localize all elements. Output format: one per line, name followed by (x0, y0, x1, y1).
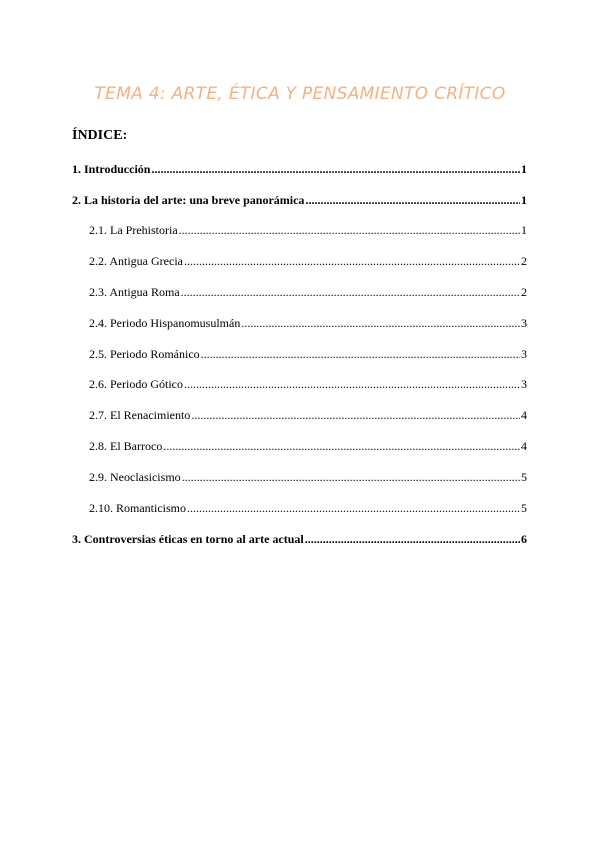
toc-dot-leader (201, 346, 520, 362)
toc-entry[interactable] (89, 222, 527, 238)
toc-entry-label: 2.9. Neoclasicismo (89, 470, 181, 484)
toc-entry-label: 3. Controversias éticas en torno al arte actual (72, 532, 304, 546)
toc-dot-leader (163, 438, 520, 454)
toc-entry-label: 2.10. Romanticismo (89, 501, 186, 515)
toc-entry[interactable] (89, 376, 527, 392)
toc-page-number: 5 (521, 470, 527, 484)
toc-page-number: 3 (521, 347, 527, 361)
toc-entry-label: 2.5. Periodo Románico (89, 347, 200, 361)
toc-entry[interactable] (89, 253, 527, 269)
toc-dot-leader (151, 161, 520, 177)
toc-page-number: 2 (521, 254, 527, 268)
toc-entry[interactable] (72, 531, 527, 547)
toc-entry[interactable] (89, 346, 527, 362)
toc-entry[interactable] (72, 192, 527, 208)
toc-entry-label: 2.7. El Renacimiento (89, 408, 191, 422)
toc-entry[interactable] (89, 284, 527, 300)
toc-entry-label: 2.3. Antigua Roma (89, 285, 180, 299)
toc-entry[interactable] (89, 407, 527, 423)
toc-page-number: 4 (521, 408, 527, 422)
toc-page-number: 3 (521, 377, 527, 391)
toc-dot-leader (184, 253, 520, 269)
toc-dot-leader (191, 407, 520, 423)
toc-entry-label: 2.4. Periodo Hispanomusulmán (89, 316, 241, 330)
toc-entry[interactable] (89, 500, 527, 516)
toc-page-number: 5 (521, 501, 527, 515)
toc-dot-leader (184, 376, 520, 392)
document-title: TEMA 4: ARTE, ÉTICA Y PENSAMIENTO CRÍTICO (94, 84, 506, 104)
toc-entry[interactable] (89, 469, 527, 485)
toc-page-number: 2 (521, 285, 527, 299)
toc-entry-label: 2.8. El Barroco (89, 439, 163, 453)
toc-page-number: 4 (521, 439, 527, 453)
toc-entry-label: 2.6. Periodo Gótico (89, 377, 183, 391)
toc-page-number: 1 (521, 162, 527, 176)
toc-dot-leader (182, 469, 520, 485)
toc-entry-label: 2. La historia del arte: una breve panorámica (72, 193, 305, 207)
toc-dot-leader (179, 222, 520, 238)
toc-entry-label: 2.2. Antigua Grecia (89, 254, 183, 268)
toc-entry-label: 2.1. La Prehistoria (89, 223, 178, 237)
toc-entry[interactable] (89, 438, 527, 454)
toc-entry[interactable] (72, 161, 527, 177)
toc-dot-leader (187, 500, 520, 516)
toc-page-number: 1 (521, 223, 527, 237)
toc-page-number: 3 (521, 316, 527, 330)
index-heading: ÍNDICE: (72, 128, 128, 143)
toc-entry[interactable] (89, 315, 527, 331)
toc-dot-leader (241, 315, 520, 331)
toc-dot-leader (305, 531, 520, 547)
toc-entry-label: 1. Introducción (72, 162, 151, 176)
toc-dot-leader (181, 284, 520, 300)
toc-page-number: 6 (521, 532, 527, 546)
toc-dot-leader (305, 192, 520, 208)
toc-page-number: 1 (521, 193, 527, 207)
